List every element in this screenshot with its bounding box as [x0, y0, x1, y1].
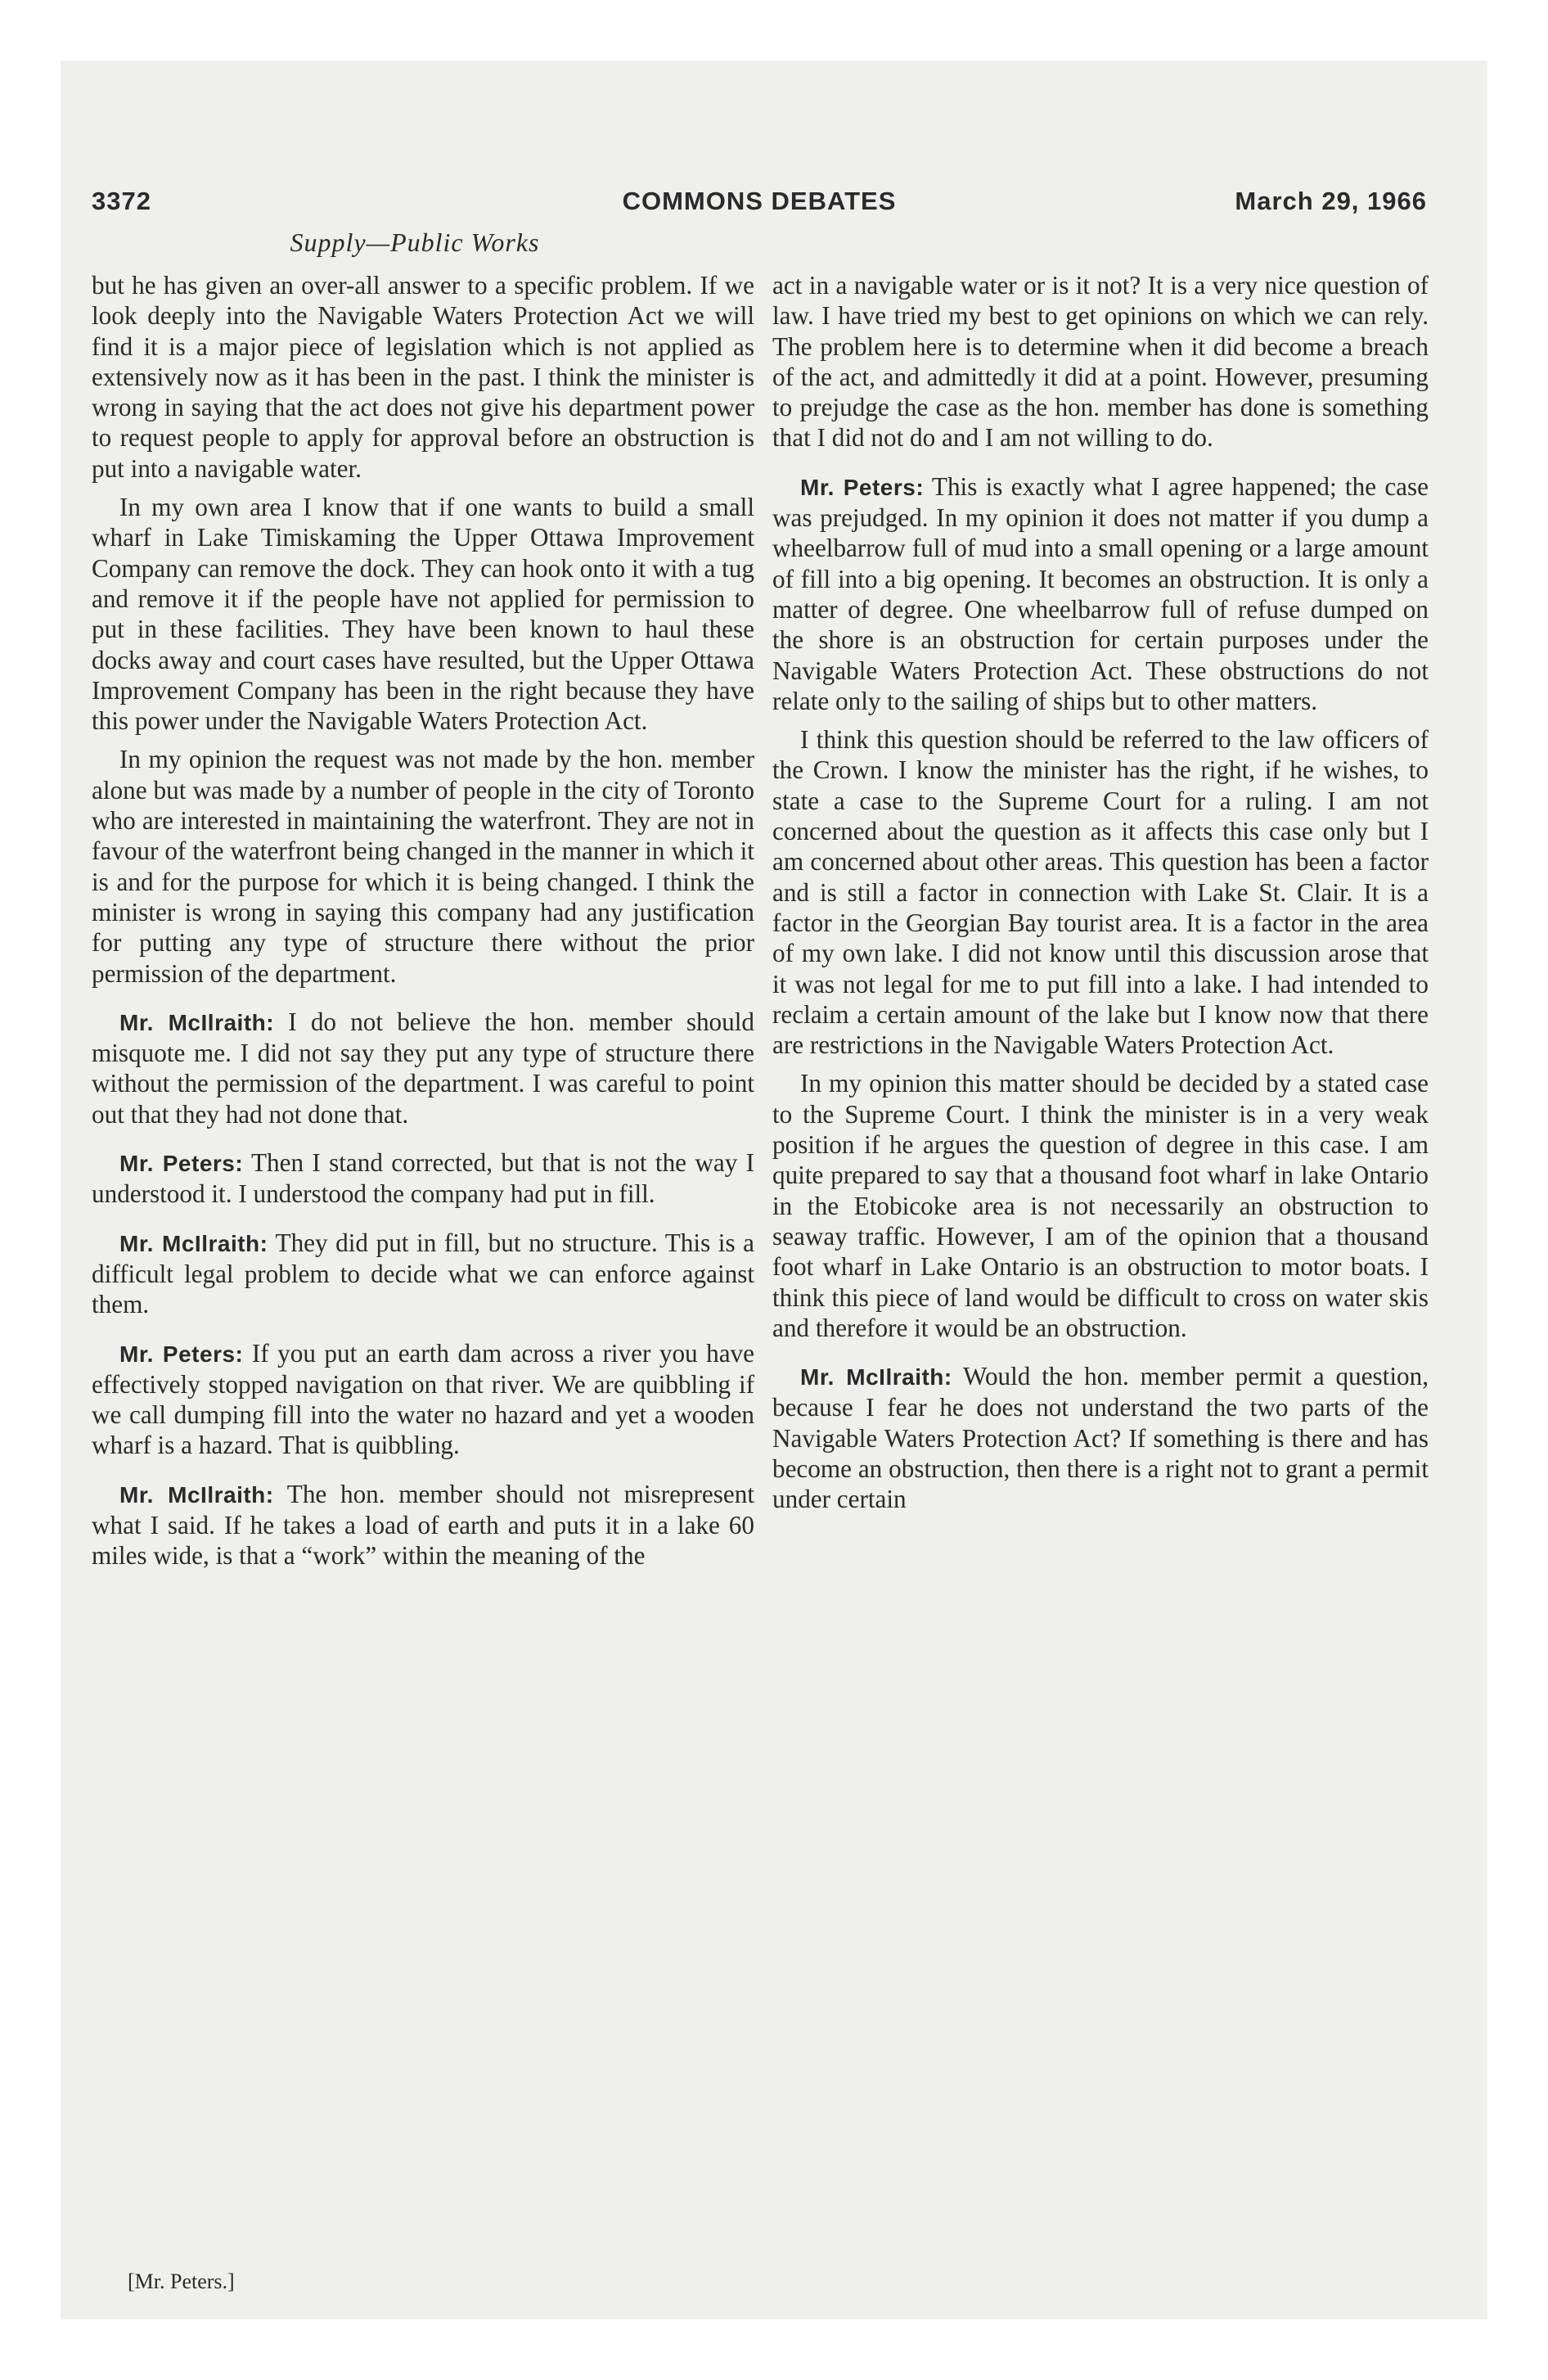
page-number: 3372 [92, 187, 151, 215]
paragraph-text: In my opinion this matter should be decided by a stated case to the Supreme Court. I think the minister is in a very weak position if he argues the question of degree in this case. I am quite prepared to say that a thousand foot wharf in lake Ontario in the Etobicoke area is not necessarily an obstruction to seaway traffic. However, I am of the opinion that a thousand foot wharf in Lake Ontario is an obstruction to motor boats. I think this piece of land would be difficult to cross on water skis and therefore it would be an obstruction. [772, 1069, 1429, 1342]
paragraph-text: In my own area I know that if one wants to build a small wharf in Lake Timiskaming the Upper Ottawa Improvement Company can remove the dock. They can hook onto it with a tug and remove it if the people have not applied for permission to put in these facilities. They have been known to haul these docks away and court cases have resulted, but the Upper Ottawa Improvement Company has been in the right because they have this power under the Navigable Waters Protection Act. [92, 493, 754, 736]
speech-paragraph [92, 1007, 754, 1129]
document-page [92, 185, 1429, 2293]
speaker-name: Mr. Peters: [119, 1341, 244, 1367]
speech-text: If you put an earth dam across a river you have effectively stopped navigation on that river. We are quibbling if we call dumping fill into the water no hazard and yet a wooden wharf is a hazard. That is quibbling. [92, 1338, 754, 1460]
speech-text: The hon. member should not misrepresent what I said. If he takes a load of earth and puts it in a lake 60 miles wide, is that a “work” within the meaning of the [92, 1479, 754, 1571]
section-heading: Supply—Public Works [290, 228, 540, 257]
paragraph [92, 492, 754, 736]
paragraph-text: I think this question should be referred to the law officers of the Crown. I know the minister has the right, if he wishes, to state a case to the Supreme Court for a ruling. I am not concerned about the question as it affects this case only but I am concerned about other areas. This question has been a factor and is still a factor in connection with Lake St. Clair. It is a factor in the Georgian Bay tourist area. It is a factor in the area of my own lake. I did not know until this discussion arose that it was not legal for me to put fill into a lake. I had intended to reclaim a certain amount of the lake but I know now that there are restrictions in the Navigable Waters Protection Act. [772, 725, 1429, 1060]
speech-text: They did put in fill, but no structure. This is a difficult legal problem to decide what we can enforce against them. [92, 1228, 755, 1319]
speech-paragraph [92, 1479, 754, 1571]
speech-text: Then I stand corrected, but that is not the way I understood it. I understood the company had put in fill. [92, 1148, 755, 1209]
speech-text: This is exactly what I agree happened; the case was prejudged. In my opinion it does not matter if you dump a wheelbarrow full of mud into a small opening or a large amount of fill into a big opening. It becomes an obstruction. It is only a matter of degree. One wheelbarrow full of refuse dumped on the shore is an obstruction for certain purposes under the Navigable Waters Protection Act. These obstructions do not relate only to the sailing of ships but to other matters. [772, 471, 1429, 715]
right-column [772, 270, 1429, 1515]
speaker-name: Mr. McIlraith: [119, 1009, 275, 1035]
speech-paragraph [92, 1147, 754, 1210]
paragraph [772, 1068, 1429, 1343]
paragraph-text: In my opinion the request was not made by the hon. member alone but was made by a number of people in the city of Toronto who are interested in maintaining the waterfront. They are not in favour of the waterfront being changed in the manner in which it is and for the purpose for which it is being changed. I think the minister is wrong in saying this company had any justification for putting any type of structure there without the prior permission of the department. [92, 745, 754, 988]
speech-paragraph [92, 1228, 754, 1320]
paragraph-text: but he has given an over-all answer to a specific problem. If we look deeply into the Navigable Waters Protection Act we will find it is a major piece of legislation which is not applied as extensively now as it has been in the past. I think the minister is wrong in saying that the act does not give his department power to request people to apply for approval before an obstruction is put into a navigable water. [92, 271, 754, 483]
speech-paragraph [772, 471, 1429, 716]
page-footer-attribution: [Mr. Peters.] [128, 2270, 235, 2293]
speech-text: I do not believe the hon. member should misquote me. I did not say they put any type of structure there without the permission of the department. I was careful to point out that they had not done that. [92, 1007, 755, 1129]
left-column [92, 270, 754, 1571]
speaker-name: Mr. McIlraith: [119, 1230, 268, 1256]
paragraph-text: act in a navigable water or is it not? It is a very nice question of law. I have tried my best to get opinions on which we can rely. The problem here is to determine when it did become a breach of the act, and admittedly it did at a point. However, presuming to prejudge the case as the hon. member has done is something that I did not do and I am not willing to do. [772, 271, 1429, 453]
speech-text: Would the hon. member permit a question, because I fear he does not understand the two parts of the Navigable Waters Protection Act? If something is there and has become an obstruction, then there is a right not to grant a permit under certain [772, 1362, 1429, 1514]
speech-paragraph [772, 1361, 1429, 1514]
paragraph [92, 744, 754, 988]
speaker-name: Mr. Peters: [119, 1151, 244, 1177]
speaker-name: Mr. Peters: [800, 474, 925, 500]
publication-title: COMMONS DEBATES [622, 187, 897, 215]
paragraph [772, 270, 1429, 453]
speaker-name: Mr. McIlraith: [119, 1481, 274, 1508]
speaker-name: Mr. McIlraith: [800, 1364, 952, 1391]
paragraph [772, 724, 1429, 1060]
running-header [92, 185, 1427, 224]
speech-paragraph [92, 1338, 754, 1461]
issue-date: March 29, 1966 [1235, 187, 1427, 215]
paragraph [92, 270, 754, 484]
